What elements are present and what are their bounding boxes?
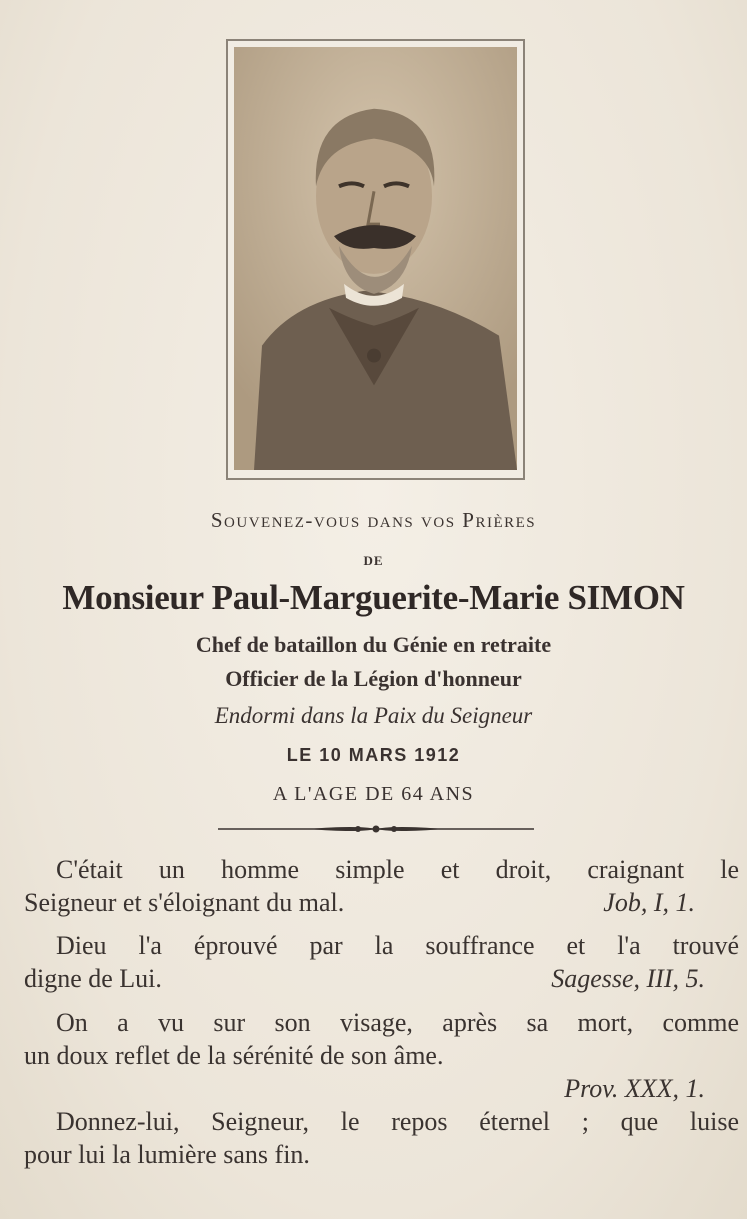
military-rank: Chef de bataillon du Génie en retraite <box>195 632 552 657</box>
ornamental-divider <box>218 822 534 836</box>
verse-line-with-ref <box>24 886 739 919</box>
verse-reference: Prov. XXX, 1. <box>564 1074 705 1103</box>
deceased-name: Monsieur Paul-Marguerite-Marie SIMON <box>62 578 685 617</box>
verse-line: Dieu l'a éprouvé par la souffrance et l'a trouvé <box>56 931 739 960</box>
verse-line: pour lui la lumière sans fin. <box>24 1140 310 1169</box>
verse-line: un doux reflet de la sérénité de son âme. <box>24 1041 444 1070</box>
verse-sagesse <box>24 929 739 995</box>
verse-line: digne de Lui. <box>24 964 162 993</box>
verse-reference: Sagesse, III, 5. <box>551 964 705 993</box>
verse-job <box>24 853 739 919</box>
asleep-line: Endormi dans la Paix du Seigneur <box>214 703 533 728</box>
death-date: LE 10 MARS 1912 <box>286 745 461 765</box>
verse-reference: Job, I, 1. <box>603 888 695 917</box>
verse-line: Donnez-lui, Seigneur, le repos éternel ; que luise <box>56 1107 739 1136</box>
verse-line <box>24 1039 739 1072</box>
portrait-frame <box>226 39 525 480</box>
heading-de: DE <box>363 553 384 568</box>
portrait-illustration <box>234 47 517 470</box>
verse-line: On a vu sur son visage, après sa mort, comme <box>56 1008 739 1037</box>
honor-title: Officier de la Légion d'honneur <box>225 666 522 691</box>
heading-title: Souvenez-vous dans vos Prières <box>210 508 537 532</box>
age-at-death: A L'AGE DE 64 ANS <box>272 783 475 805</box>
portrait-photo <box>234 47 517 470</box>
verse-line-with-ref <box>24 962 739 995</box>
verse-line: C'était un homme simple et droit, craignant le <box>56 855 739 884</box>
verse-requiem <box>24 1105 739 1171</box>
verse-proverbes <box>24 1006 739 1105</box>
verse-line-with-ref <box>24 1072 739 1105</box>
verse-line: Seigneur et s'éloignant du mal. <box>24 888 345 917</box>
